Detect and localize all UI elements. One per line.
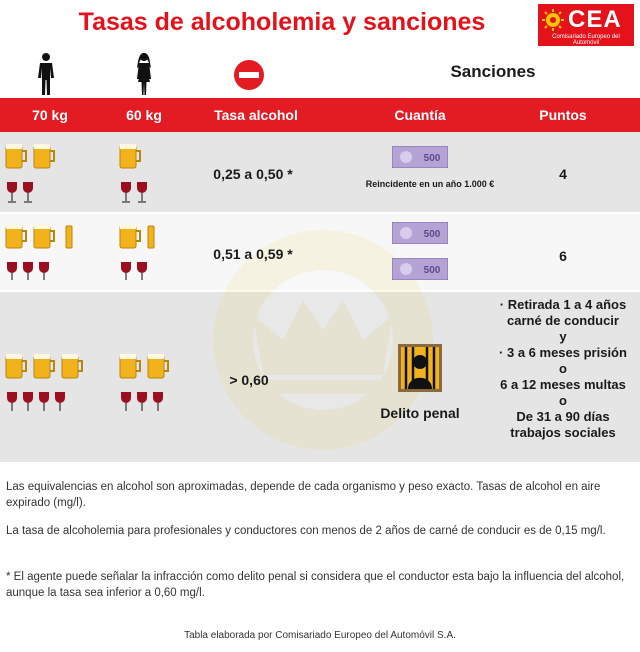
row-3 [0, 292, 640, 462]
rate-value: > 0,60 [229, 372, 269, 388]
sun-logo-icon [542, 9, 564, 31]
delito-penal-label: Delito penal [380, 405, 460, 421]
drinks-70kg-row1 [4, 142, 64, 204]
svg-text:500: 500 [423, 265, 441, 276]
rate-value: 0,51 a 0,59 * [213, 246, 293, 262]
drinks-60kg-row3 [118, 352, 178, 414]
beer-icon [34, 144, 54, 168]
drinks-60kg-row1 [118, 142, 158, 204]
wine-icon [121, 182, 131, 202]
table-header [0, 98, 640, 132]
penalty-line: 6 a 12 meses multas [500, 377, 626, 392]
wine-icon [137, 182, 147, 202]
points-value: 6 [559, 248, 567, 264]
rate-value: 0,25 a 0,50 * [213, 166, 293, 182]
fine-note: Reincidente en un año 1.000 € [365, 179, 495, 189]
penalty-line: o [559, 393, 567, 408]
woman-icon [132, 52, 156, 96]
drinks-60kg-row2 [118, 222, 168, 282]
beer-icon [6, 144, 26, 168]
wine-icon [23, 182, 33, 202]
note-equivalencias: Las equivalencias en alcohol son aproximadas, depende de cada organismo y peso exacto. Tasas de alcohol en aire expirado (mg/l). [6, 481, 601, 509]
drinks-70kg-row2 [4, 222, 80, 282]
note-profesionales: La tasa de alcoholemia para profesionales y conductores con menos de 2 años de carné de conducir es de 0,15 mg/l. [6, 525, 606, 537]
logo-subtitle: Comisariado Europeo del Automóvil [552, 34, 620, 46]
penalty-line: y [559, 329, 567, 344]
col-cuantia: Cuantía [394, 107, 446, 123]
penalty-line: · 3 a 6 meses prisión [499, 345, 627, 360]
col-tasa-alcohol: Tasa alcohol [214, 107, 298, 123]
man-icon [34, 52, 58, 96]
penalties-list [488, 297, 638, 441]
logo-name: CEA [568, 6, 622, 33]
penalty-line: carné de conducir [507, 313, 619, 328]
svg-text:500: 500 [423, 153, 441, 164]
icon-row [0, 50, 640, 98]
row-1 [0, 132, 640, 212]
penalty-line: De 31 a 90 días [516, 409, 610, 424]
points-value: 4 [559, 166, 567, 182]
beer-icon [120, 144, 140, 168]
svg-text:500: 500 [423, 229, 441, 240]
drinks-70kg-row3 [4, 352, 88, 414]
footer-credit: Tabla elaborada por Comisariado Europeo del Automóvil S.A. [184, 630, 456, 641]
penalty-line: trabajos sociales [510, 425, 616, 440]
no-entry-icon [233, 59, 265, 91]
penalty-line: · Retirada 1 a 4 años [499, 297, 627, 312]
row-2 [0, 214, 640, 290]
page-title: Tasas de alcoholemia y sanciones [78, 8, 486, 36]
cea-logo [538, 4, 634, 46]
banknote-icon [392, 258, 448, 280]
banknote-icon [392, 222, 448, 244]
banknote-icon [392, 146, 448, 168]
col-60kg: 60 kg [126, 107, 162, 123]
col-70kg: 70 kg [32, 107, 68, 123]
sanciones-heading: Sanciones [450, 62, 536, 81]
jail-icon [398, 344, 442, 392]
wine-icon [7, 182, 17, 202]
note-agente: * El agente puede señalar la infracción como delito penal si considera que el conductor esta bajo la influencia del alcohol, aunque la tasa sea inferior a 0,60 mg/l. [6, 571, 625, 599]
penalty-line: o [559, 361, 567, 376]
col-puntos: Puntos [539, 107, 587, 123]
